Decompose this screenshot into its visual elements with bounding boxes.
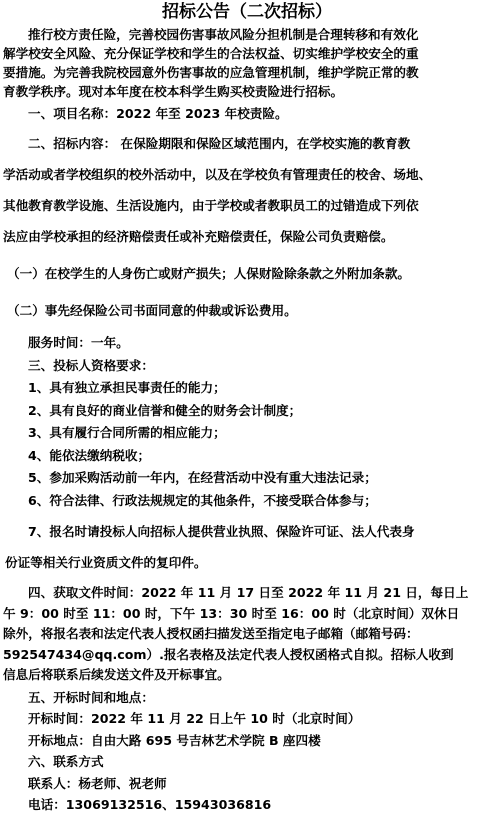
file-acquisition-line: 午 9：00 时至 11：00 时，下午 13：30 时至 16：00 时（北京时间）双休日 <box>3 605 460 621</box>
qualification-item-7 <box>0 516 494 578</box>
contact-phone: 电话：13069132516、15943036816 <box>28 797 272 812</box>
opening-place: 开标地点：自由大路 695 号吉林艺术学院 B 座四楼 <box>28 732 321 748</box>
intro-line: 要措施。为完善我院校园意外伤害事故的应急管理机制，维护学院正常的教 <box>3 65 419 80</box>
section-5-heading: 五、开标时间和地点： <box>28 689 154 705</box>
opening-time: 开标时间：2022 年 11 月 22 日上午 10 时（北京时间） <box>28 711 361 726</box>
intro-line: 解学校安全风险、充分保证学校和学生的合法权益、切实维护学校安全的重 <box>3 46 419 61</box>
file-acquisition-paragraph <box>0 583 494 686</box>
contact-persons: 联系人：杨老师、祝老师 <box>28 775 167 791</box>
file-acquisition-line: 四、获取文件时间：2022 年 11 月 17 日至 2022 年 11 月 21 日，每日上 <box>28 585 469 600</box>
qualification-item: 4、能依法缴纳税收； <box>28 447 151 463</box>
coverage-item-2: （二）事先经保险公司书面同意的仲裁或诉讼费用。 <box>7 303 297 318</box>
intro-line: 育教学秩序。现对本年度在校本科学生购买校责险进行招标。 <box>3 84 344 99</box>
service-time: 服务时间：一年。 <box>28 335 129 350</box>
qualification-item: 1、具有独立承担民事责任的能力； <box>28 380 226 395</box>
intro-line: 推行校方责任险，完善校园伤害事故风险分担机制是合理转移和有效化 <box>28 27 419 42</box>
bid-content-line: 其他教育教学设施、生活设施内，由于学校或者教职员工的过错造成下列依 <box>3 198 419 213</box>
qualification-block <box>0 332 494 512</box>
qualification-item: 6、符合法律、行政法规规定的其他条件，不接受联合体参与； <box>28 492 377 508</box>
bid-content-line: 学活动或者学校组织的校外活动中，以及在学校负有管理责任的校舍、场地、 <box>3 167 432 182</box>
page-title: 招标公告（二次招标） <box>162 2 332 22</box>
coverage-item-1: （一）在校学生的人身伤亡或财产损失；人保财险除条款之外附加条款。 <box>7 266 410 281</box>
qualification-item-7-line: 7、报名时请投标人向招标人提供营业执照、保险许可证、法人代表身 <box>28 524 415 539</box>
bid-content-paragraph <box>0 128 494 252</box>
section-3-heading: 三、投标人资格要求： <box>28 357 154 373</box>
project-name: 一、项目名称：2022 年至 2023 年校责险。 <box>28 106 288 121</box>
intro-paragraph <box>0 25 494 101</box>
bid-content-line: 法应由学校承担的经济赔偿责任或补充赔偿责任，保险公司负责赔偿。 <box>3 229 394 244</box>
qualification-item: 2、具有良好的商业信誉和健全的财务会计制度； <box>28 402 302 418</box>
file-acquisition-line: 除外，将报名表和法定代表人授权函扫描发送至指定电子邮箱（邮箱号码： <box>3 626 419 641</box>
qualification-item: 3、具有履行合同所需的相应能力； <box>28 425 226 440</box>
opening-and-contact-block <box>0 687 494 816</box>
file-acquisition-line: 信息后将联系后续发送文件及开标事宜。 <box>3 667 230 682</box>
qualification-item: 5、参加采购活动前一年内，在经营活动中没有重大违法记录； <box>28 470 377 485</box>
bid-content-line: 二、招标内容： 在保险期限和保险区域范围内，在学校实施的教育教 <box>28 136 411 151</box>
file-acquisition-line: 592547434@qq.com）.报名表格及法定代表人授权函格式自拟。招标人收到 <box>3 646 454 662</box>
qualification-item-7-line: 份证等相关行业资质文件的复印件。 <box>5 555 207 570</box>
section-6-heading: 六、联系方式 <box>28 754 104 769</box>
